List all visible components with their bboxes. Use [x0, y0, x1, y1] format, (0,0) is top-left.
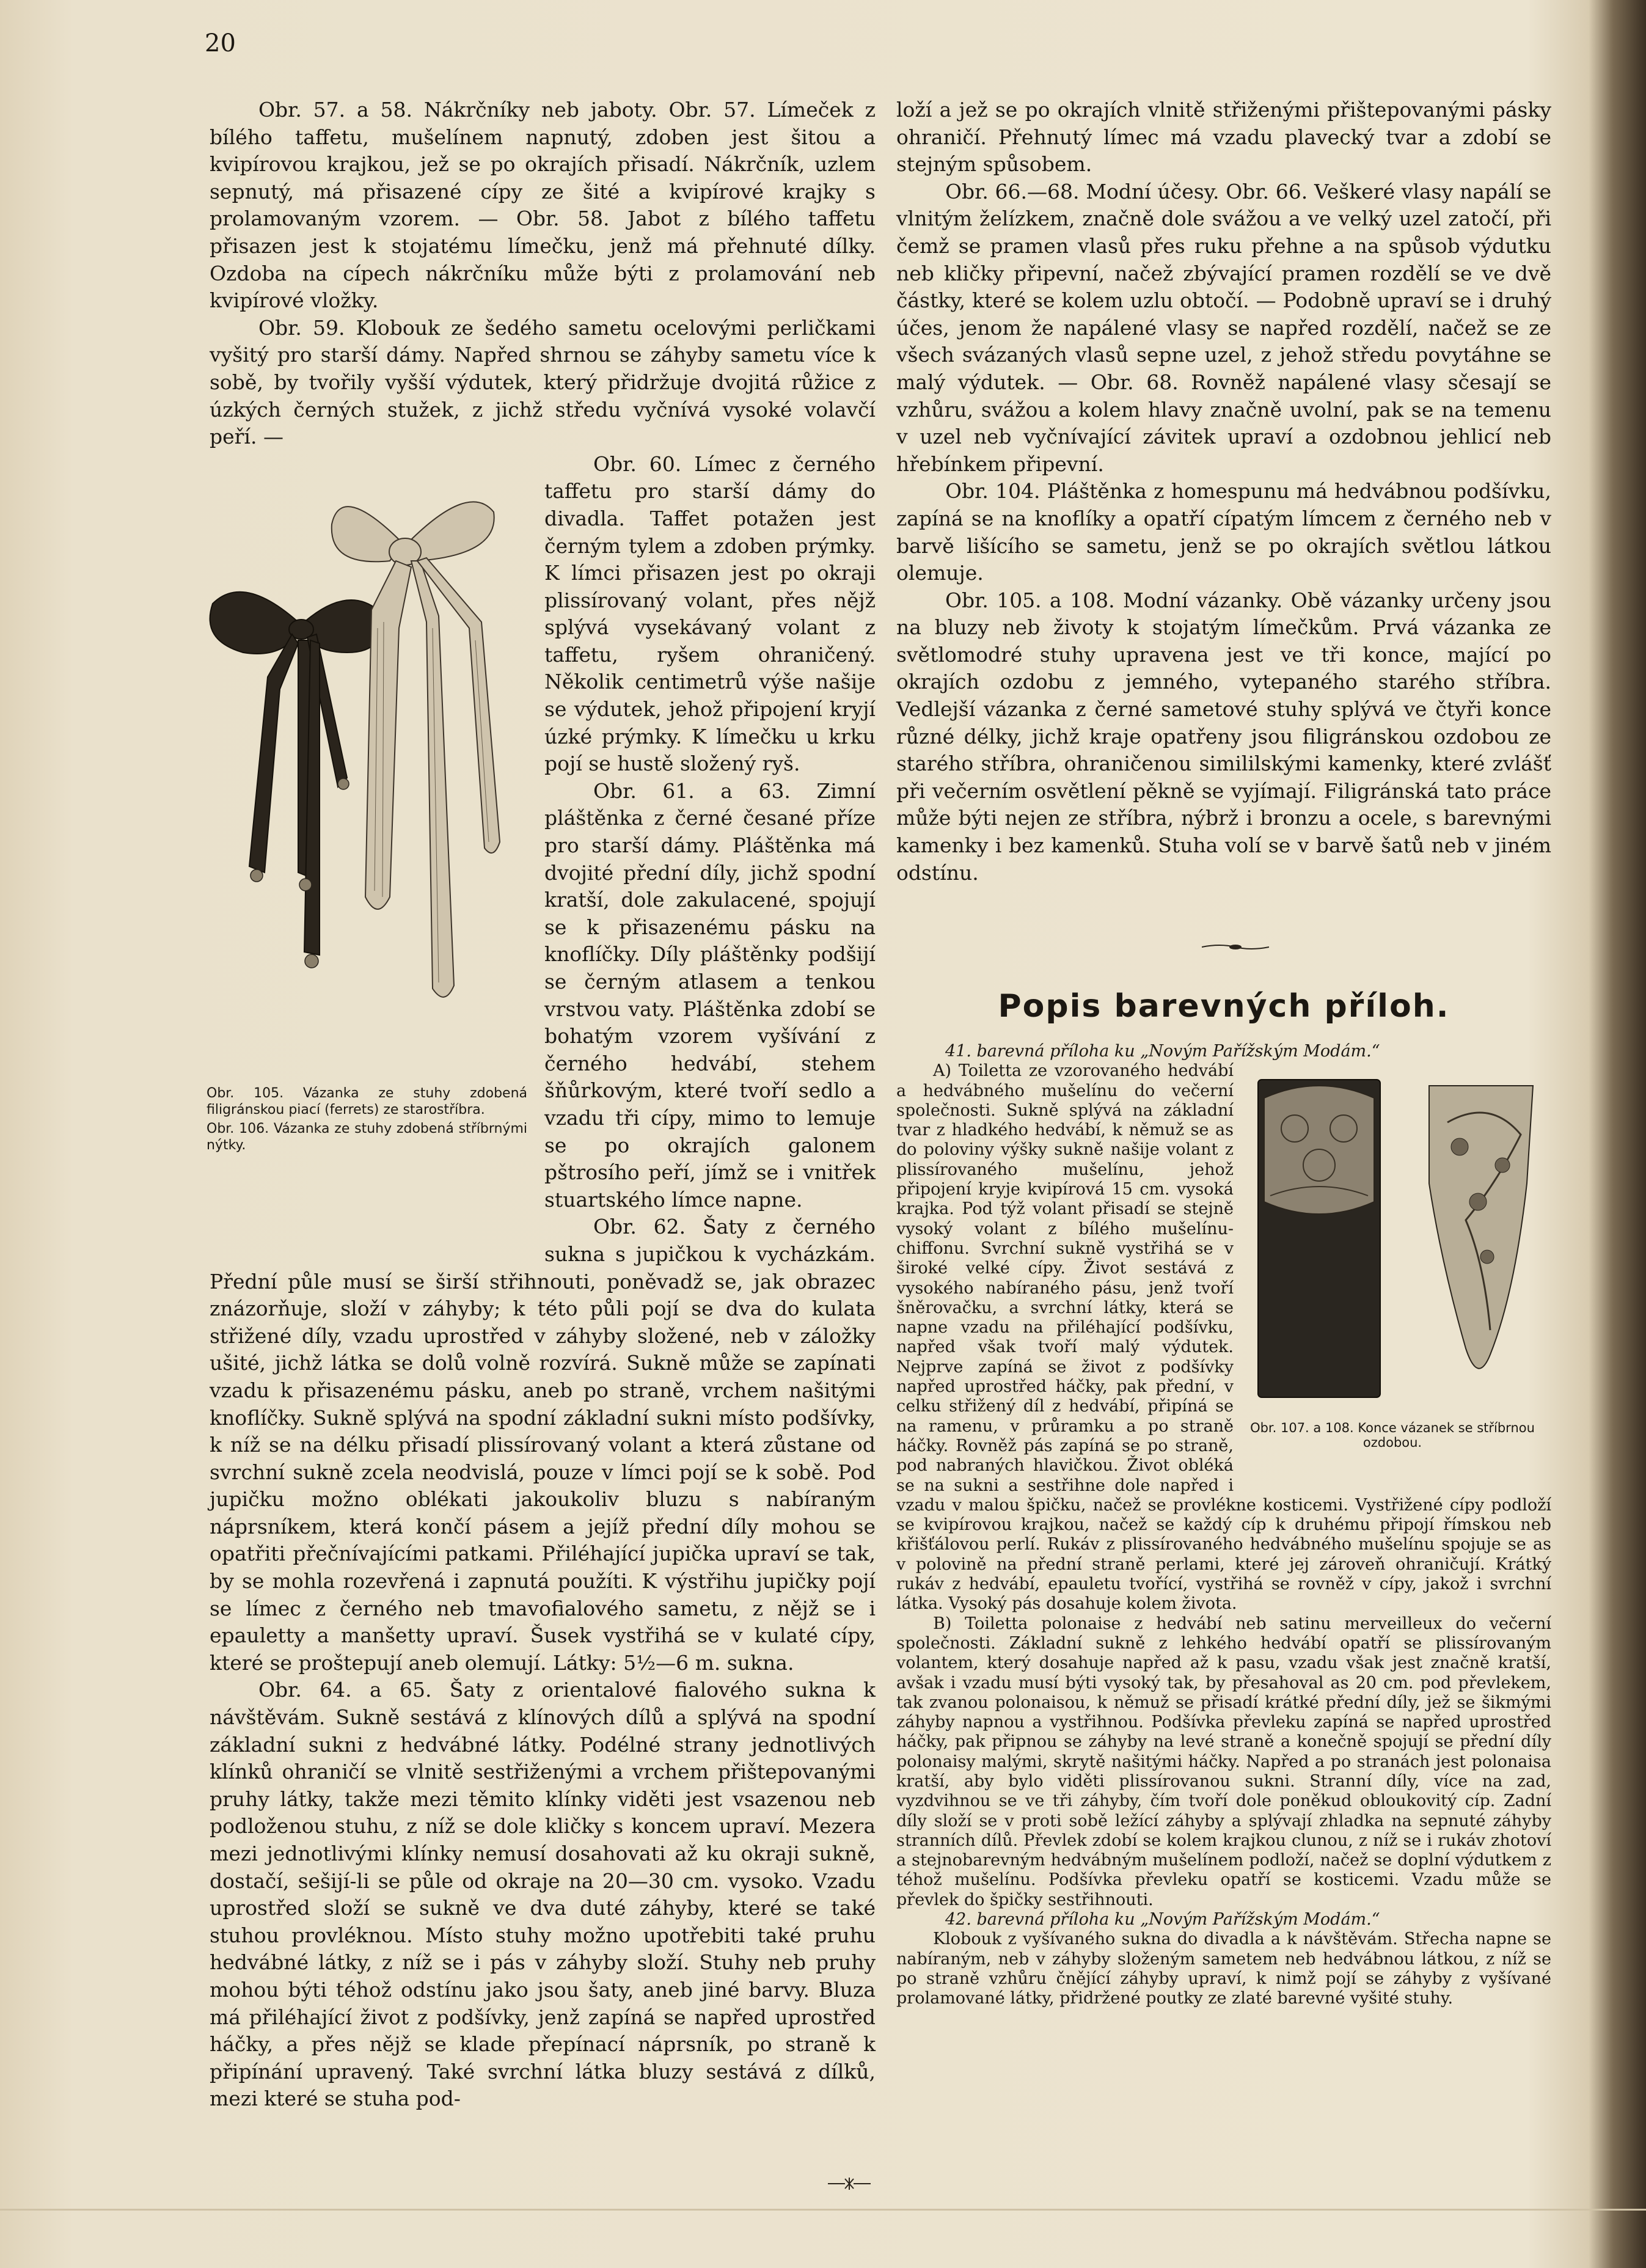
paragraph-obr-64-65: Obr. 64. a 65. Šaty z orientalové fialového sukna k návštěvám. Sukně sestává z klínových dílů a splývá na spodní základní sukni z hedvábné látky. Podélné strany jednotlivých klínků ohraničí se vlnitě sestřiženými a vrchem přištepovanými pruhy látky, takže mezi těmito klínky viděti jest vsazenou neb podloženou stuhu, z níž se dole kličky s koncem upraví. Mezera mezi jednotlivými klínky nemusí dosahovati až ku okraji sukně, dostačí, sešijí-li se půle od okraje na 20—30 cm. vysoko. Vzadu uprostřed složí se sukně ve dva duté záhyby, které se také stuhou provléknou. Místo stuhy možno upotřebiti také pruhu hedvábné látky, z níž se i pás v záhyby složí. Stuhy neb pruhy mohou býti téhož odstínu jako jsou šaty, aneb jiné barvy. Bluza má přiléhající život z podšívky, jenž zapíná se napřed uprostřed háčky, a přes nějž se klade přepínací náprsník, po straně k připínání upravený. Také svrchní látka bluzy sestává z dílků, mezi které se stuha pod- [210, 1678, 876, 2111]
caption-obr-105: Obr. 105. Vázanka ze stuhy zdobená filigránskou piací (ferrets) ze starostříbra. [207, 1085, 527, 1118]
paragraph-obr-61-63: Obr. 61. a 63. Zimní pláštěnka z černé česané příze pro starší dámy. Pláštěnka má dvojité přední díly, jichž spodní kratší, dole zakulacené, spojují se k přisazenému pásku na knoflíčky. Díly pláštěnky podšijí se černým atlasem a tenkou vrstvou vaty. Pláštěnka zdobí se bohatým vzorem vyšívání z černého hedvábí, stehem šňůrkovým, které tvoří sedlo a vzadu tři cípy, mimo to lemuje se po okrajích galonem pštrosího peří, jímž se i vnitřek stuartského límce napne. [544, 778, 876, 1212]
figure-tie-ends-107-108 [1246, 1061, 1551, 1477]
caption-obr-106: Obr. 106. Vázanka ze stuhy zdobená stříbrnými nýtky. [207, 1121, 527, 1153]
page-bottom-rule [0, 2209, 1646, 2211]
light-ribbon-tie [332, 502, 500, 997]
dark-ribbon-tie [210, 591, 381, 954]
paragraph-obr-59: Obr. 59. Klobouk ze šedého sametu ocelovými perličkami vyšitý pro starší dámy. Napřed shrnou se záhyby sametu více k sobě, by tvořily vyšší výdutek, který přidržuje dvojitá růžice z úzkých černých stužek, z jichž středu vyčnívá vysoké volavčí peří. — [210, 315, 876, 449]
right-column [896, 97, 1551, 887]
subheading-plate-42: 42. barevná příloha ku „Novým Pařížským Modám.“ [945, 1910, 1380, 1930]
color-plates-description [896, 1042, 1551, 2009]
paragraph-obr-105-108: Obr. 105. a 108. Modní vázanky. Obě vázanky určeny jsou na bluzy neb životy k stojatým límečkům. Prvá vázanka ze světlomodré stuhy upravena jest ve tři konce, mající po okrajích ozdobu z jemného, vytepaného starého stříbra. Vedlejší vázanka z černé sametové stuhy splývá ve čtyři konce různé délky, jichž kraje opatřeny jsou filigránskou ozdobou ze starého stříbra, ohraničenou simililskými kamenky, které zvlášť při večerním osvětlení pěkně se vyjímají. Filigránská tato práce může býti nejen ze stříbra, nýbrž i bronzu a ocele, s barevnými kamenky i bez kamenků. Stuha volí se v barvě šatů neb v jiném odstínu. [896, 588, 1551, 885]
paragraph-obr-62: Obr. 62. Šaty z černého sukna s jupičkou k vycházkám. Přední půle musí se širší střihnouti, poněvadž se, jak obrazec znázorňuje, složí v záhyby; k této půli pojí se dva do kulata střižené díly, vzadu uprostřed v záhyby složené, neb v záložky ušité, jichž látka se dolů volně rozvírá. Sukně může se zapínati vzadu k přisazenému pásku, aneb po straně, vrchem našitými knoflíčky. Sukně splývá na spodní základní sukni místo podšívky, k níž se na délku přisadí plissírovaný volant a která zůstane od svrchní sukně zcela neodvislá, pouze v límci pojí se k sobě. Pod jupičku možno oblékati jakoukoliv bluzu s nabíraným náprsníkem, která končí pásem a jejíž přední díly mohou se opatřiti přečnívajícími patkami. Přiléhající jupička upraví se tak, by se mohla rozevřená i zapnutá použíti. K výstřihu jupičky pojí se límec z černého neb tmavofialového sametu, z nějž se i epauletty a manšetty upraví. Šusek vystřihá se v kulaté cípy, které se proštepují aneb olemují. Látky: 5½—6 m. sukna. [210, 1215, 876, 1675]
subheading-plate-41: 41. barevná příloha ku „Novým Pařížským Modám.“ [945, 1042, 1380, 1061]
paragraph-klobouk: Klobouk z vyšívaného sukna do divadla a k návštěvám. Střecha napne se nabíraným, neb v záhyby složeným sametem neb hedvábnou látkou, z níž se po straně vzhůru čnějící záhyby upraví, k nimž pojí se záhyby z vyšívané prolamované látky, přidržené poutky ze zlaté barevné vyšité stuhy. [896, 1930, 1551, 2008]
paragraph-obr-57-58: Obr. 57. a 58. Nákrčníky neb jaboty. Obr. 57. Límeček z bílého taffetu, mušelínem napnutý, zdoben jest šitou a kvipírovou krajkou, jež se po okrajích přisadí. Nákrčník, uzlem sepnutý, má přisazené cípy ze šité a kvipírové krajky s prolamovaným vzorem. — Obr. 58. Jabot z bílého taffetu přisazen jest k stojatému límečku, jenž má přehnuté dílky. Ozdoba na cípech nákrčníku může býti z prolamování neb kvipírové vložky. [210, 98, 876, 313]
page-number: 20 [205, 29, 236, 57]
figure-ties-105-106 [207, 451, 527, 1251]
paragraph-obr-104: Obr. 104. Pláštěnka z homespunu má hedvábnou podšívku, zapíná se na knoflíky a opatří cípatým límcem z černého neb v barvě lišícího se sametu, jenž se po okrajích světlou látkou olemuje. [896, 479, 1551, 585]
paragraph-toiletta-a: A) Toiletta ze vzorovaného hedvábí a hedvábného mušelínu do večerní společnosti. Sukně splývá na základní tvar z hladkého hedvábí, k němuž se as do poloviny výšky sukně našije volant z plissírovaného mušelínu, jehož připojení kryje kvipírová 15 cm. vysoká krajka. Pod týž volant přisadí se stejně vysoký volant z bílého mušelínu-chiffonu. Svrchní sukně vystřihá se v široké velké cípy. Život sestává z vysokého nabíraného pásu, jenž tvoří šněrovačku, a svrchní látky, která se napne vzadu na přiléhající podšívku, napřed však tvoří malý výdutek. Nejprve zapíná se život z podšívky napřed uprostřed háčky, pak přední, v celku střižený díl z hedvábí, připíná se na ramenu, v průramku a po straně háčky. Rovněž pás zapíná se po straně, pod nabraných hlavičkou. Život obléká se na sukni a sestřihne dole napřed i vzadu v malou špičku, načež se provlékne kosticemi. Vystřižené cípy podloží se kvipírovou krajkou, načež se každý cíp k druhému připojí římskou neb křišťálovou perlí. Rukáv z plissírovaného hedvábného mušelínu spojuje se as v polovině na přední straně perlami, které jej zároveň ohraničují. Krátký rukáv z hedvábí, epauletu tvořící, vystřihá se rovněž v cípy, jakož i svrchní látka. Vysoký pás dosahuje kolem života. [896, 1061, 1551, 1614]
paragraph-toiletta-b: B) Toiletta polonaise z hedvábí neb satinu merveilleux do večerní společnosti. Základní sukně z lehkého hedvábí opatří se plissírovaným volantem, který dosahuje napřed až k pasu, vzadu však jest značně kratší, avšak i vzadu musí býti vysoký tak, by přesahoval as 20 cm. pod převlekem, tak zvanou polonaisou, k němuž se přisadí krátké přední díly, jež se šikmými záhyby napnou a vystřihnou. Podšívka převleku zapíná se napřed uprostřed háčky, pak připnou se záhyby na levé straně a konečně spojují se přední díly polonaisy malými, skrytě našitými háčky. Napřed a po stranách jest polonaisa kratší, aby bylo viděti plissírovanou sukni. Stranní díly, více na zad, vyzdvihnou se ve tři záhyby, čím tvoří dole poněkud obloukovitý cíp. Zadní díly složí se v proti sobě ležící záhyby a splývají zhladka na sepnuté záhyby stranních dílů. Převlek zdobí se kolem krajkou clunou, z níž se i rukáv zhotoví a stejnobarevným hedvábným mušelínem podloží, načež se doplní výdutkem z téhož mušelínu. Podšívka převleku opatří se kosticemi. Vzadu může se převlek do špičky sestřihnouti. [896, 1614, 1551, 1909]
section-title: Popis barevných příloh. [998, 988, 1450, 1025]
silver-tie-end [1429, 1086, 1533, 1369]
paragraph-continued: loží a jež se po okrajích vlnitě střiženými přištepovanými pásky ohraničí. Přehnutý límec má vzadu plavecký tvar a zdobí se stejným spůsobem. [896, 98, 1551, 177]
velvet-tie-end [1258, 1080, 1380, 1397]
paragraph-obr-66-68: Obr. 66.—68. Modní účesy. Obr. 66. Veškeré vlasy napálí se vlnitým želízkem, značně dole svážou a ve velký uzel zatočí, při čemž se pramen vlasů přes ruku přehne a na spůsob výdutku neb kličky připevní, načež zbývající pramen rozdělí se ve dvě částky, které se kolem uzlu obtočí. — Podobně upraví se i druhý účes, jenom že napálené vlasy se napřed rozdělí, načež se ze všech svázaných vlasů sepne uzel, z jehož středu povytáhne se malý výdutek. — Obr. 68. Rovněž napálené vlasy sčesají se vzhůru, svážou a kolem hlavy značně uvolní, pak se na temenu v uzel neb vyčnívající závitek upraví a ozdobnou jehlicí neb hřebínkem připevní. [896, 179, 1551, 476]
ribbon-ties-illustration [207, 469, 527, 1080]
paragraph-obr-60: Obr. 60. Límec z černého taffetu pro starší dámy do divadla. Taffet potažen jest černým tylem a zdoben prýmky. K límci přisazen jest po okraji plissírovaný volant, přes nějž splývá vysekávaný volant z taffetu, ryšem ohraničený. Několik centimetrů výše našije se výdutek, jehož připojení kryjí úzké prýmky. K límečku u krku pojí se hustě složený ryš. [544, 452, 876, 776]
figure-captions [207, 1085, 527, 1156]
left-column [207, 97, 876, 2113]
section-divider-ornament [1202, 941, 1269, 953]
bottom-ornament [828, 2176, 871, 2191]
caption-obr-107-108: Obr. 107. a 108. Konce vázanek se stříbrnou ozdobou. [1250, 1421, 1535, 1450]
tie-ends-illustration [1246, 1061, 1551, 1416]
